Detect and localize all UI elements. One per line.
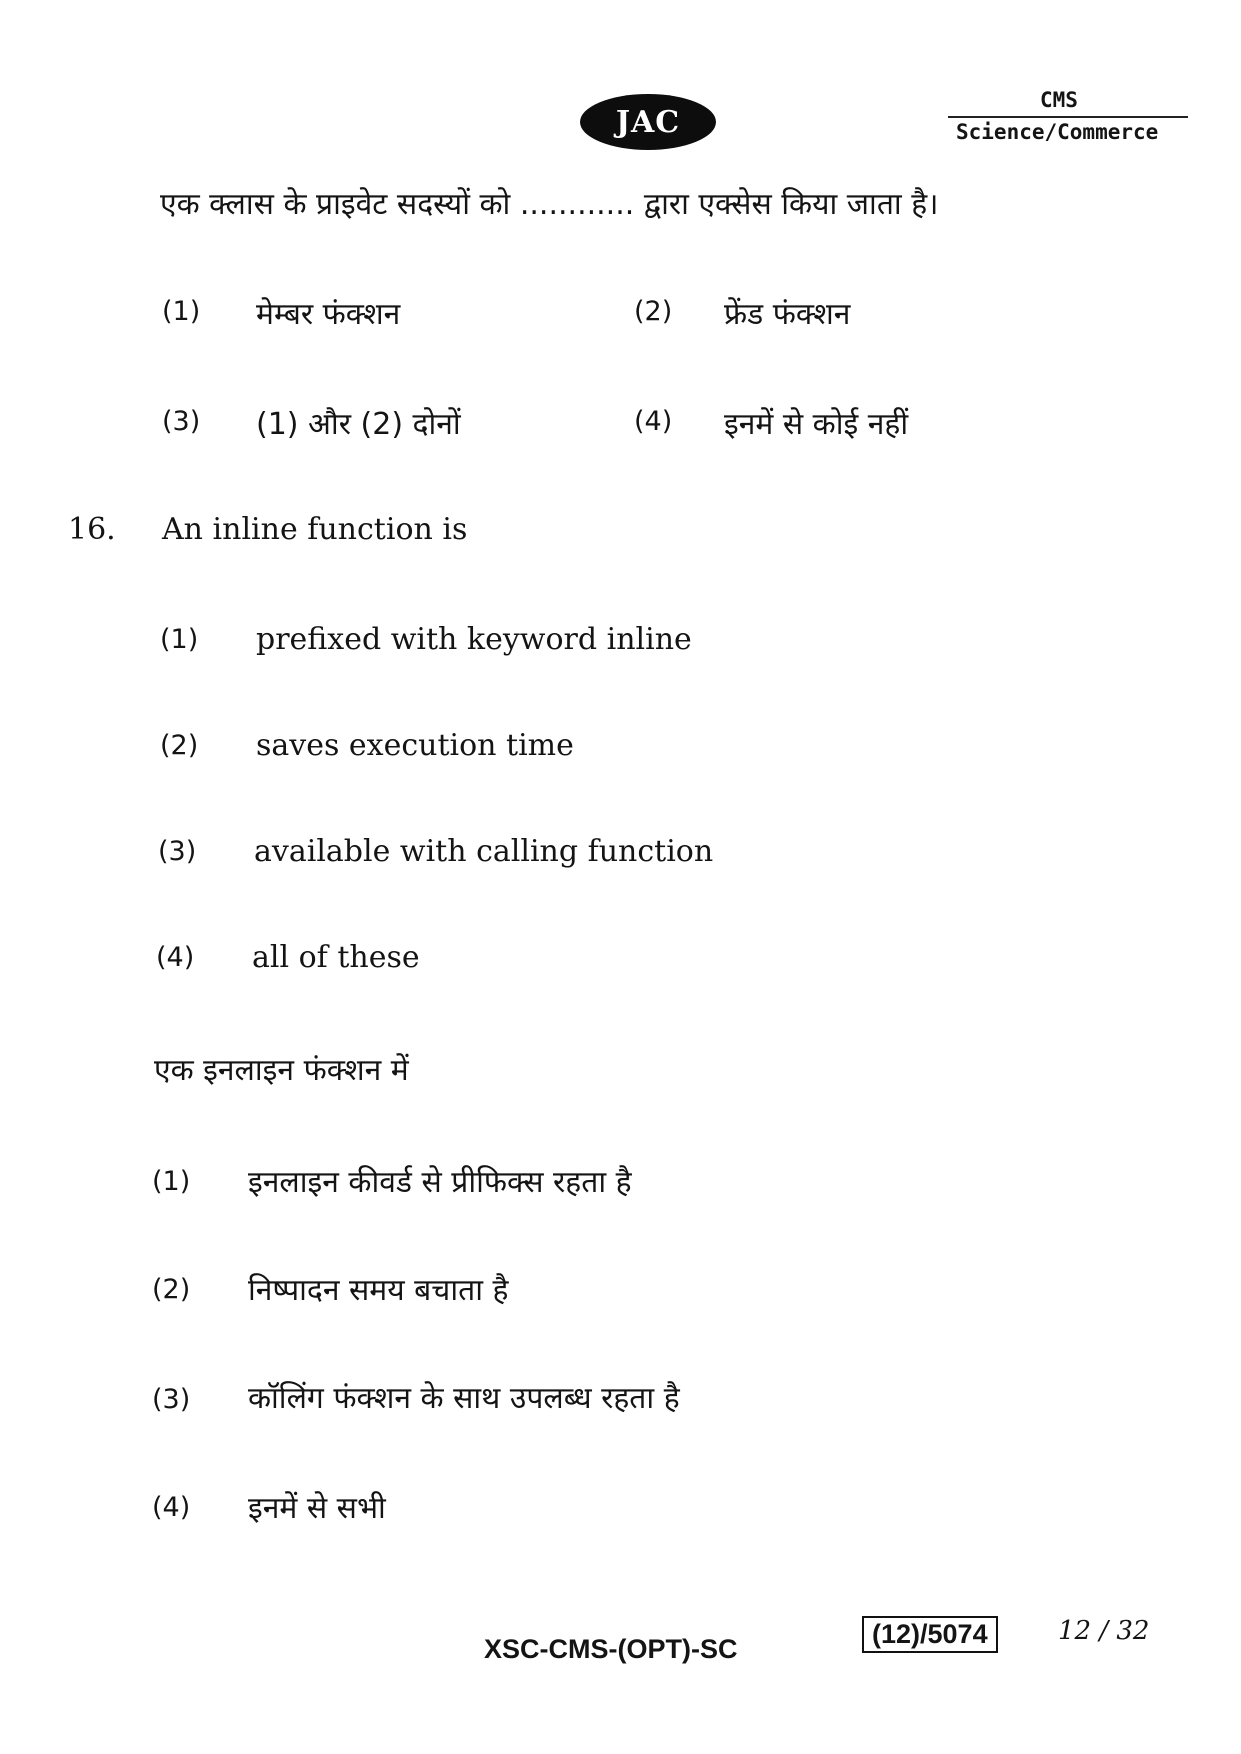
q16-en-option-3-number: (3) [158, 836, 197, 867]
q15-option-2-number: (2) [634, 296, 673, 327]
q16-hi-option-1-number: (1) [152, 1166, 191, 1197]
board-code: CMS [1040, 88, 1078, 112]
q16-english-text: An inline function is [162, 512, 468, 547]
q16-en-option-1-text: prefixed with keyword inline [256, 622, 692, 657]
q15-option-3-number: (3) [162, 406, 201, 437]
q15-option-4-text: इनमें से कोई नहीं [724, 407, 909, 442]
q16-en-option-2-number: (2) [160, 730, 199, 761]
q15-option-4-number: (4) [634, 406, 673, 437]
logo-text: JAC [615, 104, 681, 140]
stream-label: Science/Commerce [956, 120, 1159, 144]
q16-hi-option-2-text: निष्पादन समय बचाता है [248, 1273, 509, 1308]
page-number: 12 / 32 [1058, 1616, 1150, 1646]
q16-hi-option-3-text: कॉलिंग फंक्शन के साथ उपलब्ध रहता है [248, 1381, 680, 1416]
q16-en-option-2-text: saves execution time [256, 728, 574, 763]
paper-code: XSC-CMS-(OPT)-SC [484, 1634, 738, 1664]
q16-hi-option-4-number: (4) [152, 1492, 191, 1523]
q16-hindi-text: एक इनलाइन फंक्शन में [154, 1053, 409, 1088]
q16-en-option-1-number: (1) [160, 624, 199, 655]
q15-hindi-text: एक क्लास के प्राइवेट सदस्यों को ............ द्वारा एक्सेस किया जाता है। [160, 187, 939, 222]
q16-hi-option-2-number: (2) [152, 1274, 191, 1305]
q16-en-option-4-number: (4) [156, 942, 195, 973]
q16-en-option-3-text: available with calling function [254, 834, 714, 869]
q15-option-1-number: (1) [162, 296, 201, 327]
q16-number: 16. [68, 512, 116, 547]
q15-option-2-text: फ्रेंड फंक्शन [724, 297, 851, 332]
header-divider [948, 116, 1188, 118]
q16-hi-option-4-text: इनमें से सभी [248, 1491, 386, 1526]
q16-en-option-4-text: all of these [252, 940, 420, 975]
q16-hi-option-1-text: इनलाइन कीवर्ड से प्रीफिक्स रहता है [248, 1165, 632, 1200]
q15-option-3-text: (1) और (2) दोनों [256, 407, 461, 442]
q15-option-1-text: मेम्बर फंक्शन [256, 297, 401, 332]
q16-hi-option-3-number: (3) [152, 1384, 191, 1415]
set-code-box: (12)/5074 [862, 1616, 998, 1653]
jac-logo [580, 94, 716, 150]
